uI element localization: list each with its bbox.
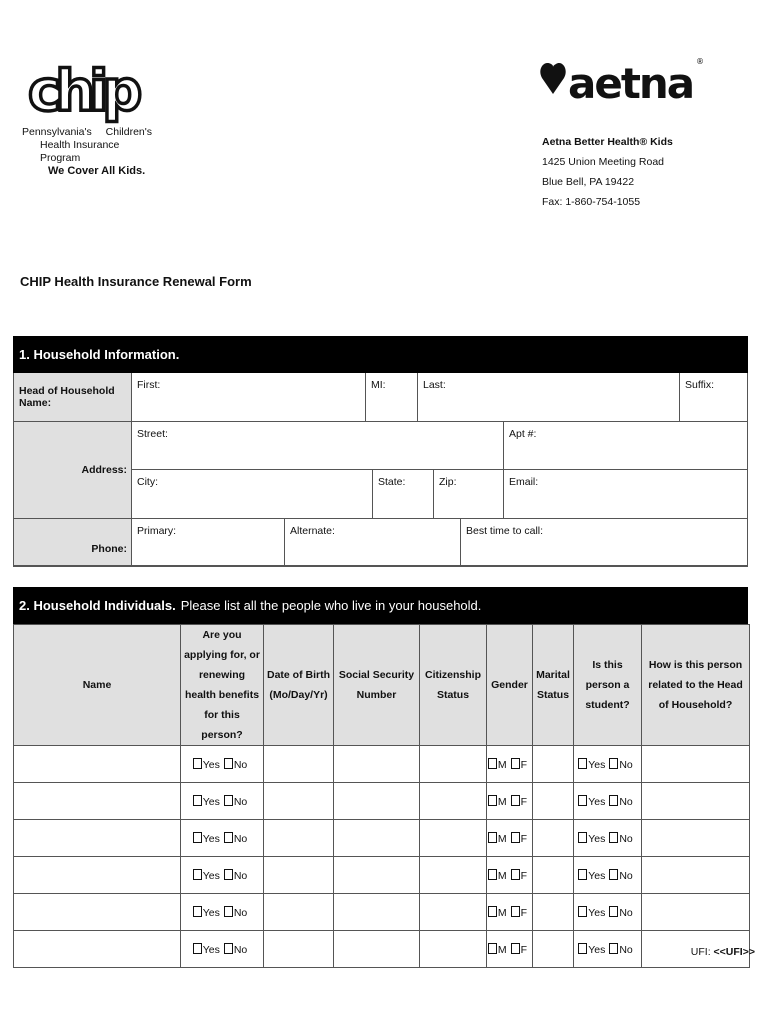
phone-label: Phone: [14,519,132,566]
checkbox-icon[interactable] [224,943,233,954]
no-label: No [619,906,633,919]
col-marital-header: Marital Status [533,625,574,746]
first-name-label: First: [137,379,161,391]
relationship-cell[interactable] [642,783,750,820]
student-cell [574,783,642,820]
ssn-cell[interactable] [334,820,420,857]
chip-tagline-left: Pennsylvania's [22,126,92,138]
relationship-cell[interactable] [642,857,750,894]
female-option[interactable] [511,833,527,845]
chip-slogan: We Cover All Kids. [48,165,146,177]
male-label: M [497,906,507,919]
table-row [14,746,750,783]
yes-label: Yes [202,906,220,919]
apt-label: Apt #: [509,428,537,440]
yes-option[interactable] [578,870,605,882]
street-field[interactable] [132,422,504,470]
checkbox-icon[interactable] [511,758,520,769]
name-cell[interactable] [14,820,181,857]
chip-wordmark: chip [28,59,137,124]
male-option[interactable] [488,796,507,808]
chip-tagline [22,126,152,178]
state-field[interactable] [373,470,434,519]
student-cell [574,894,642,931]
checkbox-icon[interactable] [578,758,587,769]
no-label: No [619,943,633,956]
checkbox-icon[interactable] [609,795,618,806]
no-option[interactable] [224,870,247,882]
address-label: Address: [14,422,132,519]
female-label: F [520,869,528,882]
primary-phone-field[interactable] [132,519,285,566]
yes-option[interactable] [193,907,220,919]
ufi-label: UFI: [690,946,711,958]
aetna-address [542,132,673,212]
citizenship-cell[interactable] [420,820,487,857]
middle-initial-label: MI: [371,379,386,391]
yes-option[interactable] [193,796,220,808]
suffix-label: Suffix: [685,379,714,391]
zip-field[interactable] [434,470,504,519]
checkbox-icon[interactable] [193,758,202,769]
citizenship-cell[interactable] [420,783,487,820]
female-label: F [520,832,528,845]
marital-cell[interactable] [533,820,574,857]
checkbox-icon[interactable] [578,832,587,843]
section2-header [13,587,748,624]
state-label: State: [378,476,406,488]
no-label: No [233,943,248,956]
relationship-cell[interactable] [642,820,750,857]
female-option[interactable] [511,944,527,956]
checkbox-icon[interactable] [193,869,202,880]
table-row [14,857,750,894]
chip-tagline-right: Children's [105,126,152,138]
section2-subtitle: Please list all the people who live in your household. [180,598,482,613]
yes-label: Yes [202,943,220,956]
primary-phone-label: Primary: [137,525,177,537]
apt-field[interactable] [504,422,748,470]
checkbox-icon[interactable] [193,906,202,917]
male-label: M [497,832,507,845]
name-cell[interactable] [14,857,181,894]
aetna-logo [540,52,705,106]
city-address: Blue Bell, PA 19422 [542,176,635,188]
male-option[interactable] [488,833,507,845]
checkbox-icon[interactable] [578,943,587,954]
last-name-label: Last: [423,379,446,391]
male-option[interactable] [488,907,507,919]
yes-option[interactable] [578,796,605,808]
registered-mark: ® [696,57,704,66]
checkbox-icon[interactable] [511,943,520,954]
no-option[interactable] [609,907,632,919]
no-option[interactable] [609,870,632,882]
table-row [14,820,750,857]
yes-option[interactable] [193,833,220,845]
citizenship-cell[interactable] [420,894,487,931]
email-field[interactable] [504,470,748,519]
student-cell [574,857,642,894]
gender-cell [487,894,533,931]
applying-cell [181,820,264,857]
zip-label: Zip: [439,476,457,488]
checkbox-icon[interactable] [609,906,618,917]
checkbox-icon[interactable] [511,869,520,880]
yes-label: Yes [202,869,220,882]
yes-label: Yes [202,758,220,771]
aetna-wordmark: aetna [568,59,694,106]
checkbox-icon[interactable] [578,906,587,917]
household-info-section [13,373,748,567]
alternate-phone-field[interactable] [285,519,461,566]
dob-cell[interactable] [264,820,334,857]
col-citizenship-header: Citizenship Status [420,625,487,746]
male-option[interactable] [488,944,507,956]
ssn-cell[interactable] [334,783,420,820]
yes-label: Yes [588,943,606,956]
yes-label: Yes [588,758,606,771]
first-name-field[interactable] [132,373,366,422]
yes-label: Yes [202,795,220,808]
female-label: F [520,795,528,808]
relationship-cell[interactable] [642,894,750,931]
name-cell[interactable] [14,894,181,931]
checkbox-icon[interactable] [609,943,618,954]
checkbox-icon[interactable] [511,906,520,917]
no-option[interactable] [224,907,247,919]
yes-option[interactable] [578,907,605,919]
applying-cell [181,931,264,968]
checkbox-icon[interactable] [488,906,497,917]
suffix-field[interactable] [680,373,748,422]
ssn-cell[interactable] [334,931,420,968]
checkbox-icon[interactable] [578,795,587,806]
marital-cell[interactable] [533,746,574,783]
alternate-phone-label: Alternate: [290,525,335,537]
ssn-cell[interactable] [334,894,420,931]
checkbox-icon[interactable] [224,906,233,917]
col-dob-header: Date of Birth (Mo/Day/Yr) [264,625,334,746]
checkbox-icon[interactable] [193,795,202,806]
best-time-field[interactable] [461,519,748,566]
applying-cell [181,894,264,931]
col-gender-header: Gender [487,625,533,746]
checkbox-icon[interactable] [578,869,587,880]
no-option[interactable] [609,944,632,956]
applying-cell [181,783,264,820]
checkbox-icon[interactable] [511,832,520,843]
ssn-cell[interactable] [334,746,420,783]
yes-option[interactable] [578,833,605,845]
yes-label: Yes [588,869,606,882]
checkbox-icon[interactable] [488,758,497,769]
checkbox-icon[interactable] [488,869,497,880]
female-label: F [520,943,528,956]
col-applying-header: Are you applying for, or renewing health benefits for this person? [181,625,264,746]
no-label: No [233,795,248,808]
fax-number: Fax: 1-860-754-1055 [542,196,641,208]
yes-option[interactable] [578,944,605,956]
no-option[interactable] [609,796,632,808]
chip-tagline-program: Health Insurance Program [40,139,120,164]
male-option[interactable] [488,870,507,882]
no-label: No [619,795,633,808]
form-title: CHIP Health Insurance Renewal Form [20,274,252,289]
no-label: No [233,869,248,882]
no-label: No [619,869,633,882]
yes-option[interactable] [193,759,220,771]
street-label: Street: [137,428,168,440]
male-label: M [497,869,507,882]
col-name-header: Name [14,625,181,746]
ufi-value: <<UFI>> [713,946,755,958]
middle-initial-field[interactable] [366,373,418,422]
yes-label: Yes [202,832,220,845]
email-label: Email: [509,476,539,488]
male-label: M [497,795,507,808]
citizenship-cell[interactable] [420,931,487,968]
col-student-header: Is this person a student? [574,625,642,746]
female-option[interactable] [511,907,527,919]
yes-label: Yes [588,795,606,808]
checkbox-icon[interactable] [609,869,618,880]
yes-option[interactable] [193,944,220,956]
no-label: No [619,758,633,771]
student-cell [574,931,642,968]
marital-cell[interactable] [533,783,574,820]
no-label: No [233,758,248,771]
name-cell[interactable] [14,746,181,783]
city-label: City: [137,476,158,488]
marital-cell[interactable] [533,931,574,968]
female-option[interactable] [511,759,527,771]
yes-option[interactable] [578,759,605,771]
citizenship-cell[interactable] [420,857,487,894]
student-cell [574,820,642,857]
student-cell [574,746,642,783]
applying-cell [181,746,264,783]
checkbox-icon[interactable] [193,943,202,954]
section2-title: 2. Household Individuals. [19,598,176,613]
no-option[interactable] [609,759,632,771]
checkbox-icon[interactable] [511,795,520,806]
checkbox-icon[interactable] [488,832,497,843]
household-individuals-table [13,624,750,968]
chip-logo [22,48,152,128]
section1-title: 1. Household Information. [19,347,180,362]
no-label: No [619,832,633,845]
marital-cell[interactable] [533,857,574,894]
best-time-label: Best time to call: [466,525,544,537]
table-header-row [14,625,750,746]
ufi-footer [691,946,755,958]
yes-label: Yes [588,906,606,919]
name-cell[interactable] [14,783,181,820]
male-label: M [497,943,507,956]
male-option[interactable] [488,759,507,771]
col-relationship-header: How is this person related to the Head of Household? [642,625,750,746]
gender-cell [487,820,533,857]
applying-cell [181,857,264,894]
checkbox-icon[interactable] [193,832,202,843]
checkbox-icon[interactable] [224,758,233,769]
head-of-household-label: Head of Household Name: [14,373,132,422]
dob-cell[interactable] [264,931,334,968]
gender-cell [487,783,533,820]
dob-cell[interactable] [264,857,334,894]
table-row [14,894,750,931]
male-label: M [497,758,507,771]
checkbox-icon[interactable] [224,832,233,843]
dob-cell[interactable] [264,783,334,820]
dob-cell[interactable] [264,894,334,931]
no-option[interactable] [609,833,632,845]
dob-cell[interactable] [264,746,334,783]
gender-cell [487,746,533,783]
col-ssn-header: Social Security Number [334,625,420,746]
name-cell[interactable] [14,931,181,968]
female-option[interactable] [511,870,527,882]
checkbox-icon[interactable] [488,943,497,954]
female-option[interactable] [511,796,527,808]
last-name-field[interactable] [418,373,680,422]
table-row [14,783,750,820]
heart-icon [540,63,565,94]
gender-cell [487,857,533,894]
street-address: 1425 Union Meeting Road [542,156,665,168]
checkbox-icon[interactable] [609,832,618,843]
female-label: F [520,906,528,919]
gender-cell [487,931,533,968]
yes-label: Yes [588,832,606,845]
relationship-cell[interactable] [642,746,750,783]
company-name: Aetna Better Health® Kids [542,136,673,148]
no-option[interactable] [224,796,247,808]
checkbox-icon[interactable] [488,795,497,806]
table-row [14,931,750,968]
citizenship-cell[interactable] [420,746,487,783]
no-option[interactable] [224,833,247,845]
no-label: No [233,906,248,919]
checkbox-icon[interactable] [224,869,233,880]
female-label: F [520,758,528,771]
marital-cell[interactable] [533,894,574,931]
section1-header [13,336,748,373]
ssn-cell[interactable] [334,857,420,894]
city-field[interactable] [132,470,373,519]
no-option[interactable] [224,944,247,956]
yes-option[interactable] [193,870,220,882]
checkbox-icon[interactable] [224,795,233,806]
no-option[interactable] [224,759,247,771]
no-label: No [233,832,248,845]
checkbox-icon[interactable] [609,758,618,769]
